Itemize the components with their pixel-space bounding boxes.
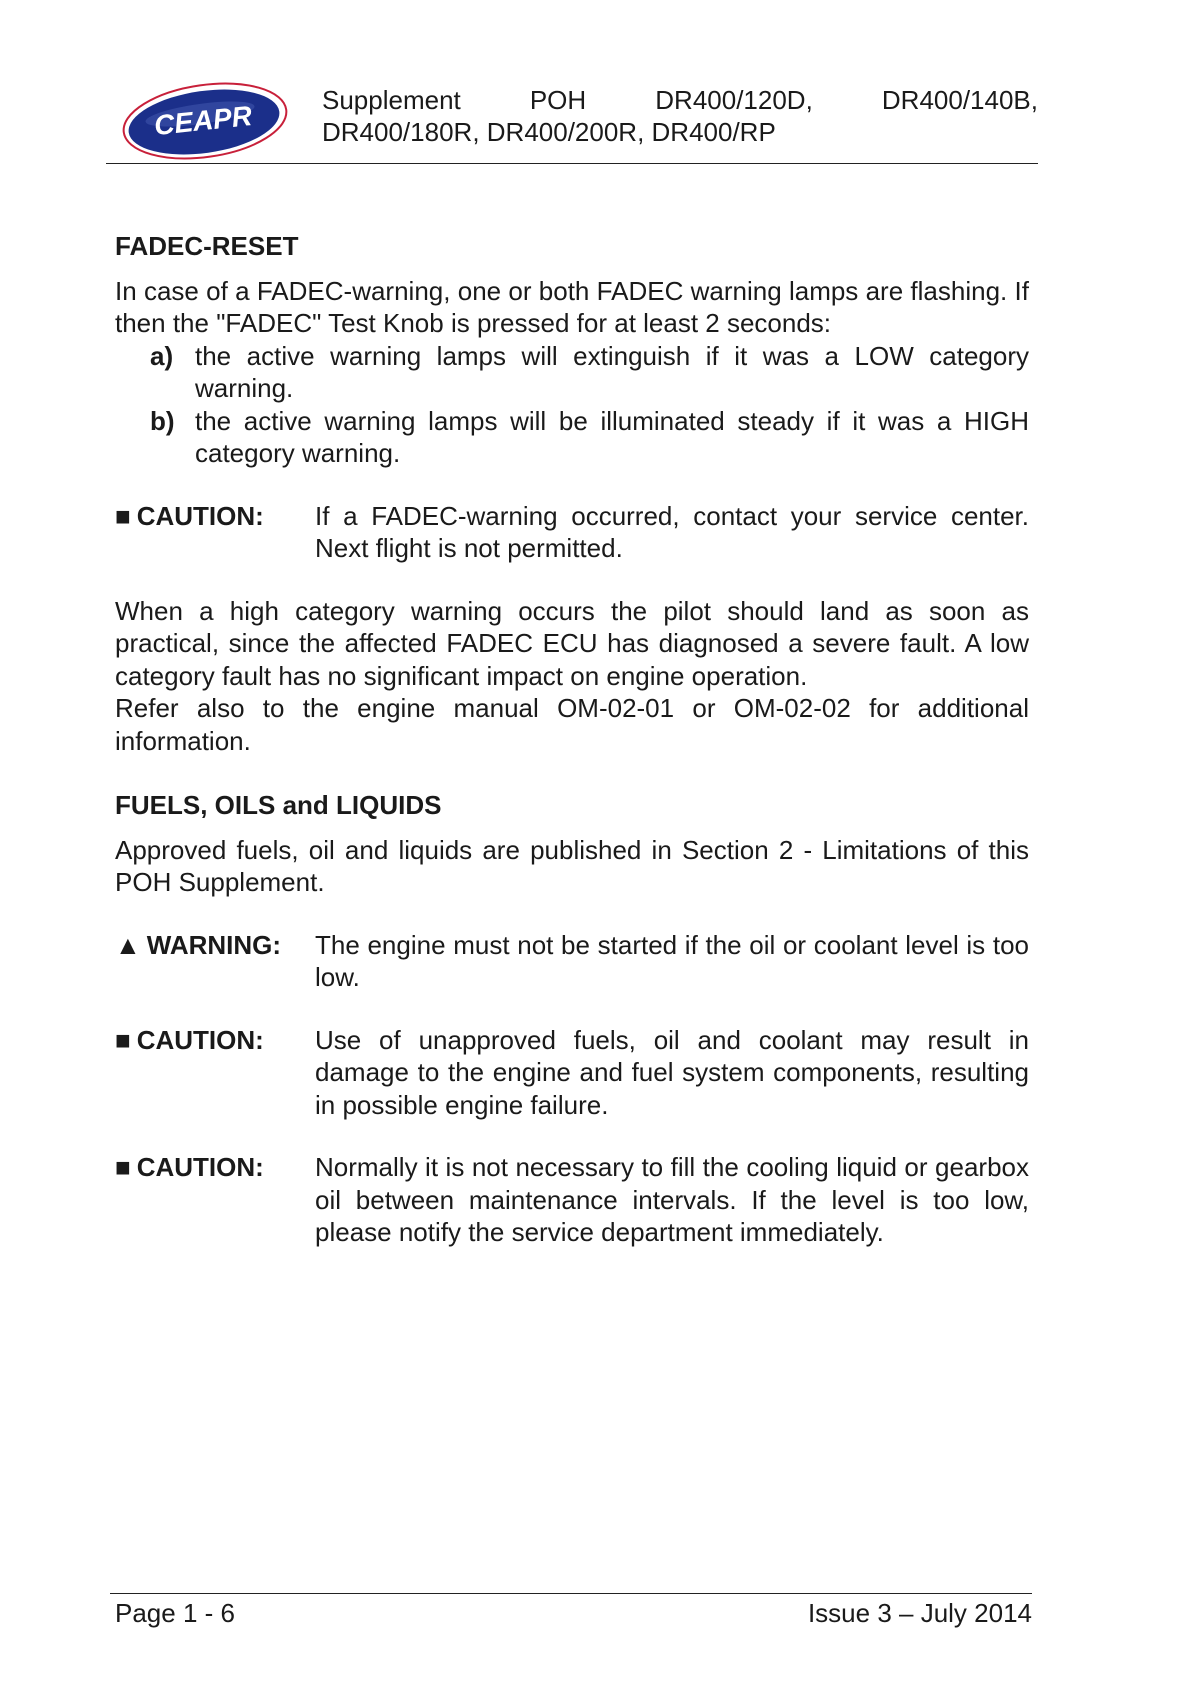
page-number: Page 1 - 6	[115, 1598, 235, 1628]
list-item	[115, 340, 1029, 405]
section-heading-fuels: FUELS, OILS and LIQUIDS	[115, 790, 442, 820]
footer-divider	[110, 1593, 1032, 1594]
header-title-line1: Supplement POH DR400/120D, DR400/140B,	[322, 85, 1038, 115]
page-content	[115, 230, 1029, 1249]
header-title-line2: DR400/180R, DR400/200R, DR400/RP	[322, 117, 776, 147]
warning-triangle-icon: ▲	[115, 929, 141, 960]
fadec-reset-list	[115, 340, 1029, 470]
high-category-paragraph: When a high category warning occurs the pilot should land as soon as practical, since the affected FADEC ECU has diagnosed a severe fault. A low category fault has no significant impact on engine operation.	[115, 595, 1029, 691]
caution-note	[115, 500, 1029, 565]
list-item	[115, 405, 1029, 470]
warning-note	[115, 929, 1029, 994]
square-icon: ■	[115, 1024, 131, 1055]
list-item-text: the active warning lamps will extinguish if it was a LOW category warning.	[195, 340, 1029, 403]
caution-text: Use of unapproved fuels, oil and coolant may result in damage to the engine and fuel system components, resulting in possible engine failure.	[315, 1024, 1029, 1120]
square-icon: ■	[115, 500, 131, 531]
fuels-intro: Approved fuels, oil and liquids are published in Section 2 - Limitations of this POH Supplement.	[115, 834, 1029, 897]
page-header	[106, 76, 1038, 166]
warning-text: The engine must not be started if the oil or coolant level is too low.	[315, 929, 1029, 992]
list-item-text: the active warning lamps will be illuminated steady if it was a HIGH category warning.	[195, 405, 1029, 468]
caution-text: If a FADEC-warning occurred, contact your service center. Next flight is not permitted.	[315, 500, 1029, 563]
caution-label: ■ CAUTION:	[115, 1152, 264, 1182]
caution-label: ■ CAUTION:	[115, 1024, 264, 1055]
list-marker: a)	[150, 340, 174, 371]
header-title	[322, 84, 1038, 148]
section-heading-fadec-reset: FADEC-RESET	[115, 231, 299, 261]
caution-note	[115, 1151, 1029, 1249]
list-marker: b)	[150, 405, 175, 436]
company-logo	[120, 80, 290, 162]
caution-note	[115, 1024, 1029, 1122]
caution-label: ■ CAUTION:	[115, 500, 264, 531]
logo-text: CEAPR	[152, 100, 254, 142]
refer-manual-paragraph: Refer also to the engine manual OM-02-01 or OM-02-02 for additional information.	[115, 693, 1029, 756]
square-icon: ■	[115, 1152, 131, 1182]
header-divider	[106, 163, 1038, 164]
caution-text: Normally it is not necessary to fill the cooling liquid or gearbox oil between maintenance intervals. If the level is too low, please notify the service department immediately.	[315, 1152, 1029, 1247]
fadec-reset-intro: In case of a FADEC-warning, one or both FADEC warning lamps are flashing. If then the "FADEC" Test Knob is pressed for at least 2 seconds:	[115, 275, 1029, 338]
issue-date: Issue 3 – July 2014	[807, 1598, 1032, 1628]
warning-label: ▲ WARNING:	[115, 929, 282, 960]
